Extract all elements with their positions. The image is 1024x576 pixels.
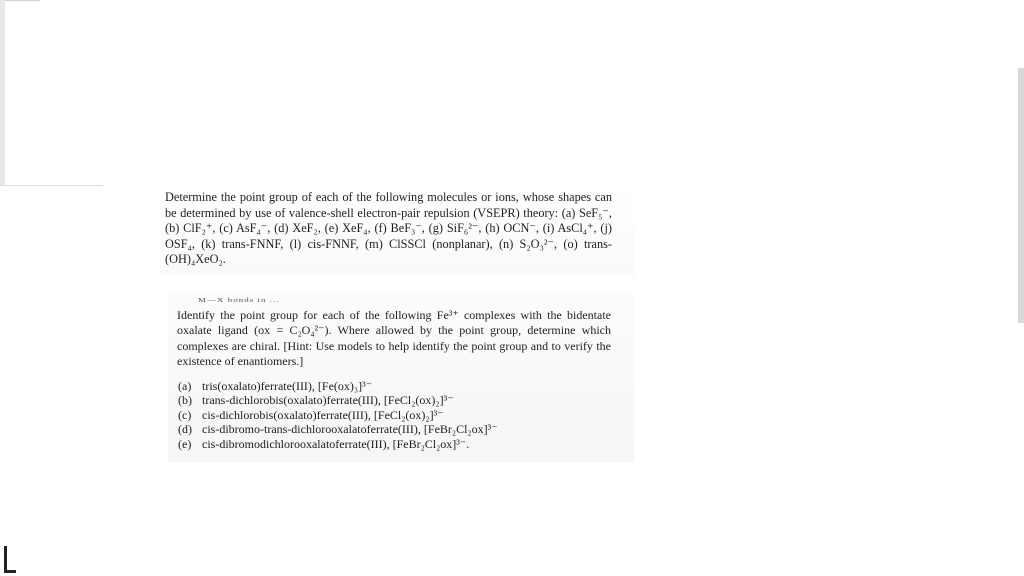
scan-edge-left-line [0, 185, 103, 186]
list-item [178, 422, 618, 436]
problem1-text: Determine the point group of each of the following molecules or ions, whose shapes can be determined by use of valence-shell electron-pair repulsion (VSEPR) theory: (a) SeF₅⁻, (b) ClF₂⁺, (c) AsF₄⁻, (d) XeF₂, (e) XeF₄, (f) BeF₃⁻, (g) SiF₆²⁻, (h) OCN⁻, (i) AsCl₄⁺, (j) OSF₄, (k) trans-FNNF, (l) cis-FNNF, (m) ClSSCl (nonplanar), (n) S₂O₃²⁻, (o) trans-(OH)₄XeO₂. [165, 190, 612, 267]
cut-off-header: M—X bonds in ... [198, 297, 280, 303]
scan-mark-bottom [4, 546, 7, 572]
problem2-intro: Identify the point group for each of the following Fe³⁺ complexes with the bidentate oxalate ligand (ox = C₂O₄²⁻). Where allowed by the point group, determine which complexes are chiral. [Hint: Use models to help identify the point group and to verify the existence of enantiomers.] [177, 308, 611, 368]
item-text: cis-dibromodichlorooxalatoferrate(III), [FeBr₂Cl₂ox]³⁻. [202, 436, 470, 451]
item-text: trans-dichlorobis(oxalato)ferrate(III), [FeCl₂(ox)₂]³⁻ [202, 393, 454, 408]
item-label: (d) [178, 422, 192, 437]
list-item [178, 408, 618, 422]
item-label: (a) [178, 379, 192, 393]
list-item [178, 437, 618, 451]
complex-list [178, 379, 618, 451]
scan-edge-left [0, 0, 5, 185]
item-text: cis-dibromo-trans-dichlorooxalatoferrate(III), [FeBr₂Cl₂ox]³⁻ [202, 422, 498, 437]
list-item [178, 379, 618, 393]
scan-edge-right [1018, 68, 1024, 323]
item-label: (e) [178, 436, 192, 451]
item-label: (b) [178, 393, 192, 408]
scan-edge-top [0, 0, 40, 1]
item-label: (c) [178, 407, 192, 422]
scan-mark-bottom-line [4, 570, 16, 573]
item-text: cis-dichlorobis(oxalato)ferrate(III), [FeCl₂(ox)₂]³⁻ [202, 407, 444, 422]
list-item [178, 393, 618, 407]
item-text: tris(oxalato)ferrate(III), [Fe(ox)₃]³⁻ [202, 379, 373, 393]
